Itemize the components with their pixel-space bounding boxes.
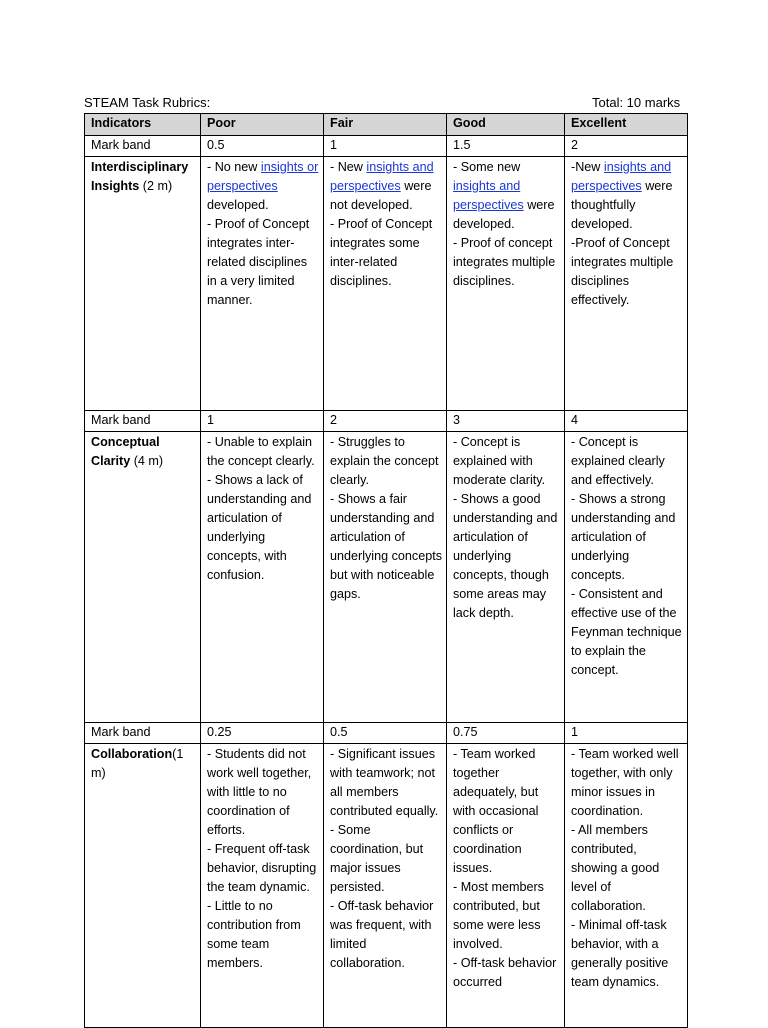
column-header-fair: Fair — [324, 114, 447, 136]
header-row — [85, 114, 688, 136]
cell-text-pre: - No new — [207, 160, 258, 174]
criteria-row — [85, 744, 688, 1028]
indicator-cell — [85, 157, 201, 411]
criteria-cell-excellent: - Team worked well together, with only minor issues in coordination. - All members contributed, showing a good level of collaboration. - Minimal off-task behavior, with a generally positive team dynamics. — [565, 744, 688, 1028]
mark-band-excellent: 1 — [565, 723, 688, 744]
mark-band-label: Mark band — [85, 136, 201, 157]
cell-text-post: were thoughtfully developed. -Proof of Concept integrates multiple disciplines effectively. — [571, 179, 674, 307]
criteria-cell-fair — [324, 157, 447, 411]
mark-band-fair: 0.5 — [324, 723, 447, 744]
criteria-cell-good — [447, 157, 565, 411]
mark-band-poor: 0.5 — [201, 136, 324, 157]
criteria-cell-poor — [201, 157, 324, 411]
cell-text-post: were not developed. - Proof of Concept integrates some inter-related disciplines. — [330, 179, 433, 288]
criteria-row — [85, 157, 688, 411]
indicator-marks: (1 m) — [91, 747, 184, 780]
criteria-cell-excellent — [565, 157, 688, 411]
indicator-cell — [85, 744, 201, 1028]
mark-band-good: 1.5 — [447, 136, 565, 157]
mark-band-good: 0.75 — [447, 723, 565, 744]
mark-band-excellent: 2 — [565, 136, 688, 157]
cell-text-post: were developed. - Proof of concept integrates multiple disciplines. — [453, 198, 556, 288]
mark-band-row — [85, 136, 688, 157]
mark-band-good: 3 — [447, 411, 565, 432]
criteria-cell-poor: - Students did not work well together, with little to no coordination of efforts. - Frequent off-task behavior, disrupting the team dynamic. - Little to no contribution from some team members. — [201, 744, 324, 1028]
column-header-good: Good — [447, 114, 565, 136]
cell-text-pre: - New — [330, 160, 363, 174]
criteria-row — [85, 432, 688, 723]
mark-band-label: Mark band — [85, 411, 201, 432]
mark-band-excellent: 4 — [565, 411, 688, 432]
cell-text-post: developed. - Proof of Concept integrates inter-related disciplines in a very limited manner. — [207, 198, 310, 307]
criteria-cell-fair: - Struggles to explain the concept clearly. - Shows a fair understanding and articulation of underlying concepts but with noticeable gaps. — [324, 432, 447, 723]
insights-link[interactable]: insights and perspectives — [330, 160, 434, 193]
insights-link[interactable]: insights or perspectives — [207, 160, 319, 193]
mark-band-poor: 1 — [201, 411, 324, 432]
indicator-name: Collaboration — [91, 747, 173, 761]
criteria-cell-good: - Concept is explained with moderate clarity. - Shows a good understanding and articulation of underlying concepts, though some areas may lack depth. — [447, 432, 565, 723]
cell-text-pre: - Some new — [453, 160, 521, 174]
column-header-excellent: Excellent — [565, 114, 688, 136]
mark-band-fair: 2 — [324, 411, 447, 432]
criteria-cell-good: - Team worked together adequately, but with occasional conflicts or coordination issues. - Most members contributed, but some were less involved. - Off-task behavior occurred — [447, 744, 565, 1028]
insights-link[interactable]: insights and perspectives — [453, 179, 524, 212]
criteria-cell-excellent: - Concept is explained clearly and effectively. - Shows a strong understanding and articulation of underlying concepts. - Consistent and effective use of the Feynman technique to explain the concept. — [565, 432, 688, 723]
mark-band-poor: 0.25 — [201, 723, 324, 744]
indicator-name: Interdisciplinary Insights — [91, 160, 189, 193]
rubric-table — [84, 113, 688, 1028]
mark-band-label: Mark band — [85, 723, 201, 744]
criteria-cell-poor: - Unable to explain the concept clearly. - Shows a lack of understanding and articulation of underlying concepts, with confusion. — [201, 432, 324, 723]
total-marks: Total: 10 marks — [592, 95, 681, 110]
mark-band-fair: 1 — [324, 136, 447, 157]
column-header-poor: Poor — [201, 114, 324, 136]
column-header-indicators: Indicators — [85, 114, 201, 136]
indicator-marks: (4 m) — [130, 454, 164, 468]
indicator-marks: (2 m) — [139, 179, 173, 193]
indicator-cell — [85, 432, 201, 723]
mark-band-row — [85, 723, 688, 744]
mark-band-row — [85, 411, 688, 432]
indicator-name: Conceptual Clarity — [91, 435, 160, 468]
document-title: STEAM Task Rubrics: — [84, 95, 211, 110]
criteria-cell-fair: - Significant issues with teamwork; not all members contributed equally. - Some coordination, but major issues persisted. - Off-task behavior was frequent, with limited collaboration. — [324, 744, 447, 1028]
cell-text-pre: -New — [571, 160, 601, 174]
insights-link[interactable]: insights and perspectives — [571, 160, 672, 193]
